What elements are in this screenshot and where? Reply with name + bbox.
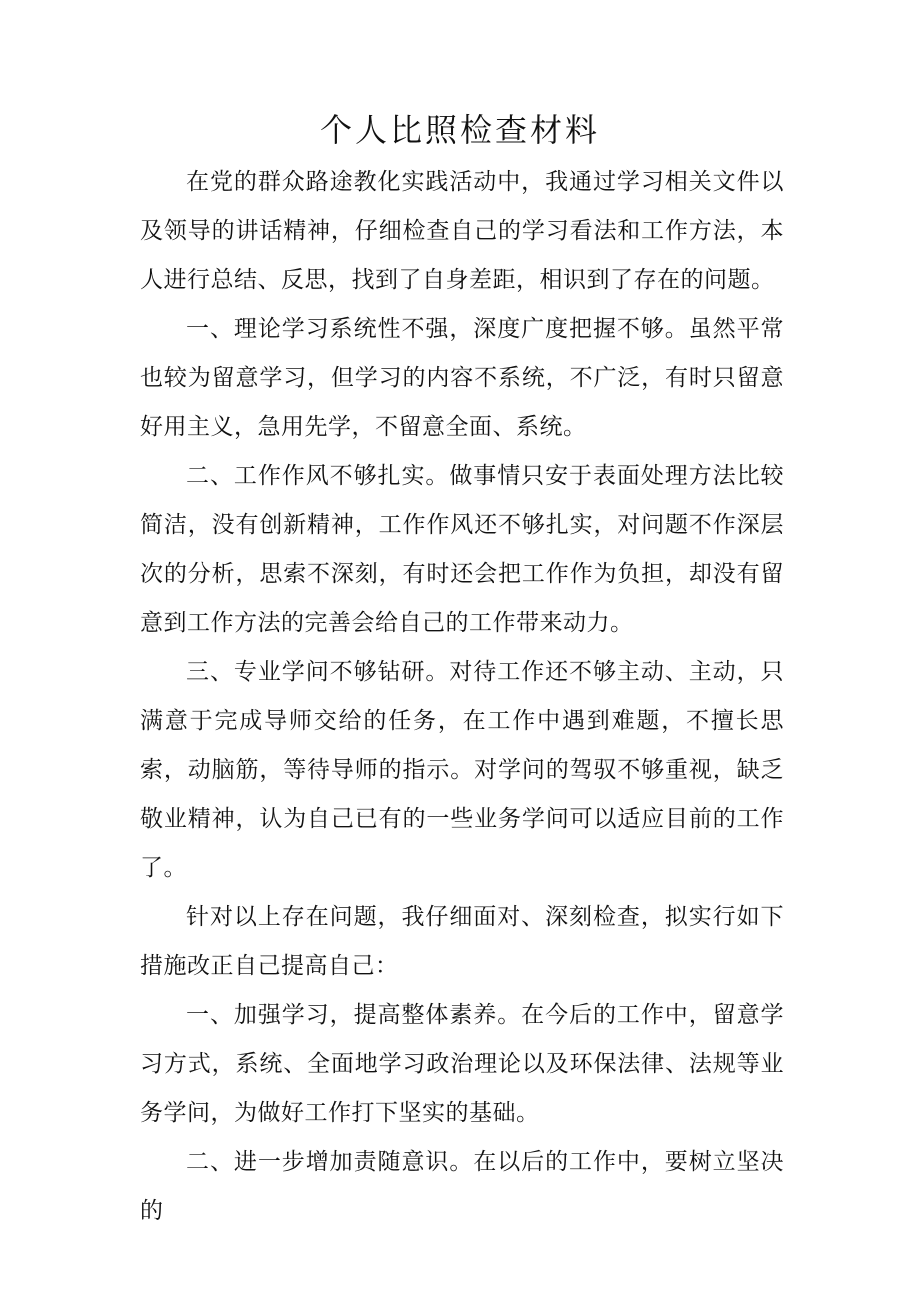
paragraph-issue-expertise: 三、专业学问不够钻研。对待工作还不够主动、主动，只满意于完成导师交给的任务，在工作中遇到难题，不擅长思索，动脑筋，等待导师的指示。对学问的驾驭不够重视，缺乏敬业精神，认为自己已有的一些业务学问可以适应目前的工作了。 — [140, 659, 784, 881]
paragraph-measure-study: 一、加强学习，提高整体素养。在今后的工作中，留意学习方式，系统、全面地学习政治理论以及环保法律、法规等业务学问，为做好工作打下坚实的基础。 — [140, 1002, 784, 1126]
paragraph-issue-workstyle: 二、工作作风不够扎实。做事情只安于表面处理方法比较简洁，没有创新精神，工作作风还不够扎实，对问题不作深层次的分析，思索不深刻，有时还会把工作作为负担，却没有留意到工作方法的完善会给自己的工作带来动力。 — [140, 463, 784, 636]
paragraph-intro: 在党的群众路途教化实践活动中，我通过学习相关文件以及领导的讲话精神，仔细检查自己的学习看法和工作方法，本人进行总结、反思，找到了自身差距，相识到了存在的问题。 — [140, 169, 784, 293]
document-title: 个人比照检查材料 — [319, 111, 600, 149]
paragraph-measure-responsibility: 二、进一步增加责随意识。在以后的工作中，要树立坚决的 — [140, 1149, 784, 1224]
paragraph-issue-theory: 一、理论学习系统性不强，深度广度把握不够。虽然平常也较为留意学习，但学习的内容不系统，不广泛，有时只留意好用主义，急用先学，不留意全面、系统。 — [140, 316, 784, 440]
document-body — [140, 158, 784, 1236]
paragraph-measures-intro: 针对以上存在问题，我仔细面对、深刻检查，拟实行如下措施改正自己提高自己： — [140, 904, 784, 979]
